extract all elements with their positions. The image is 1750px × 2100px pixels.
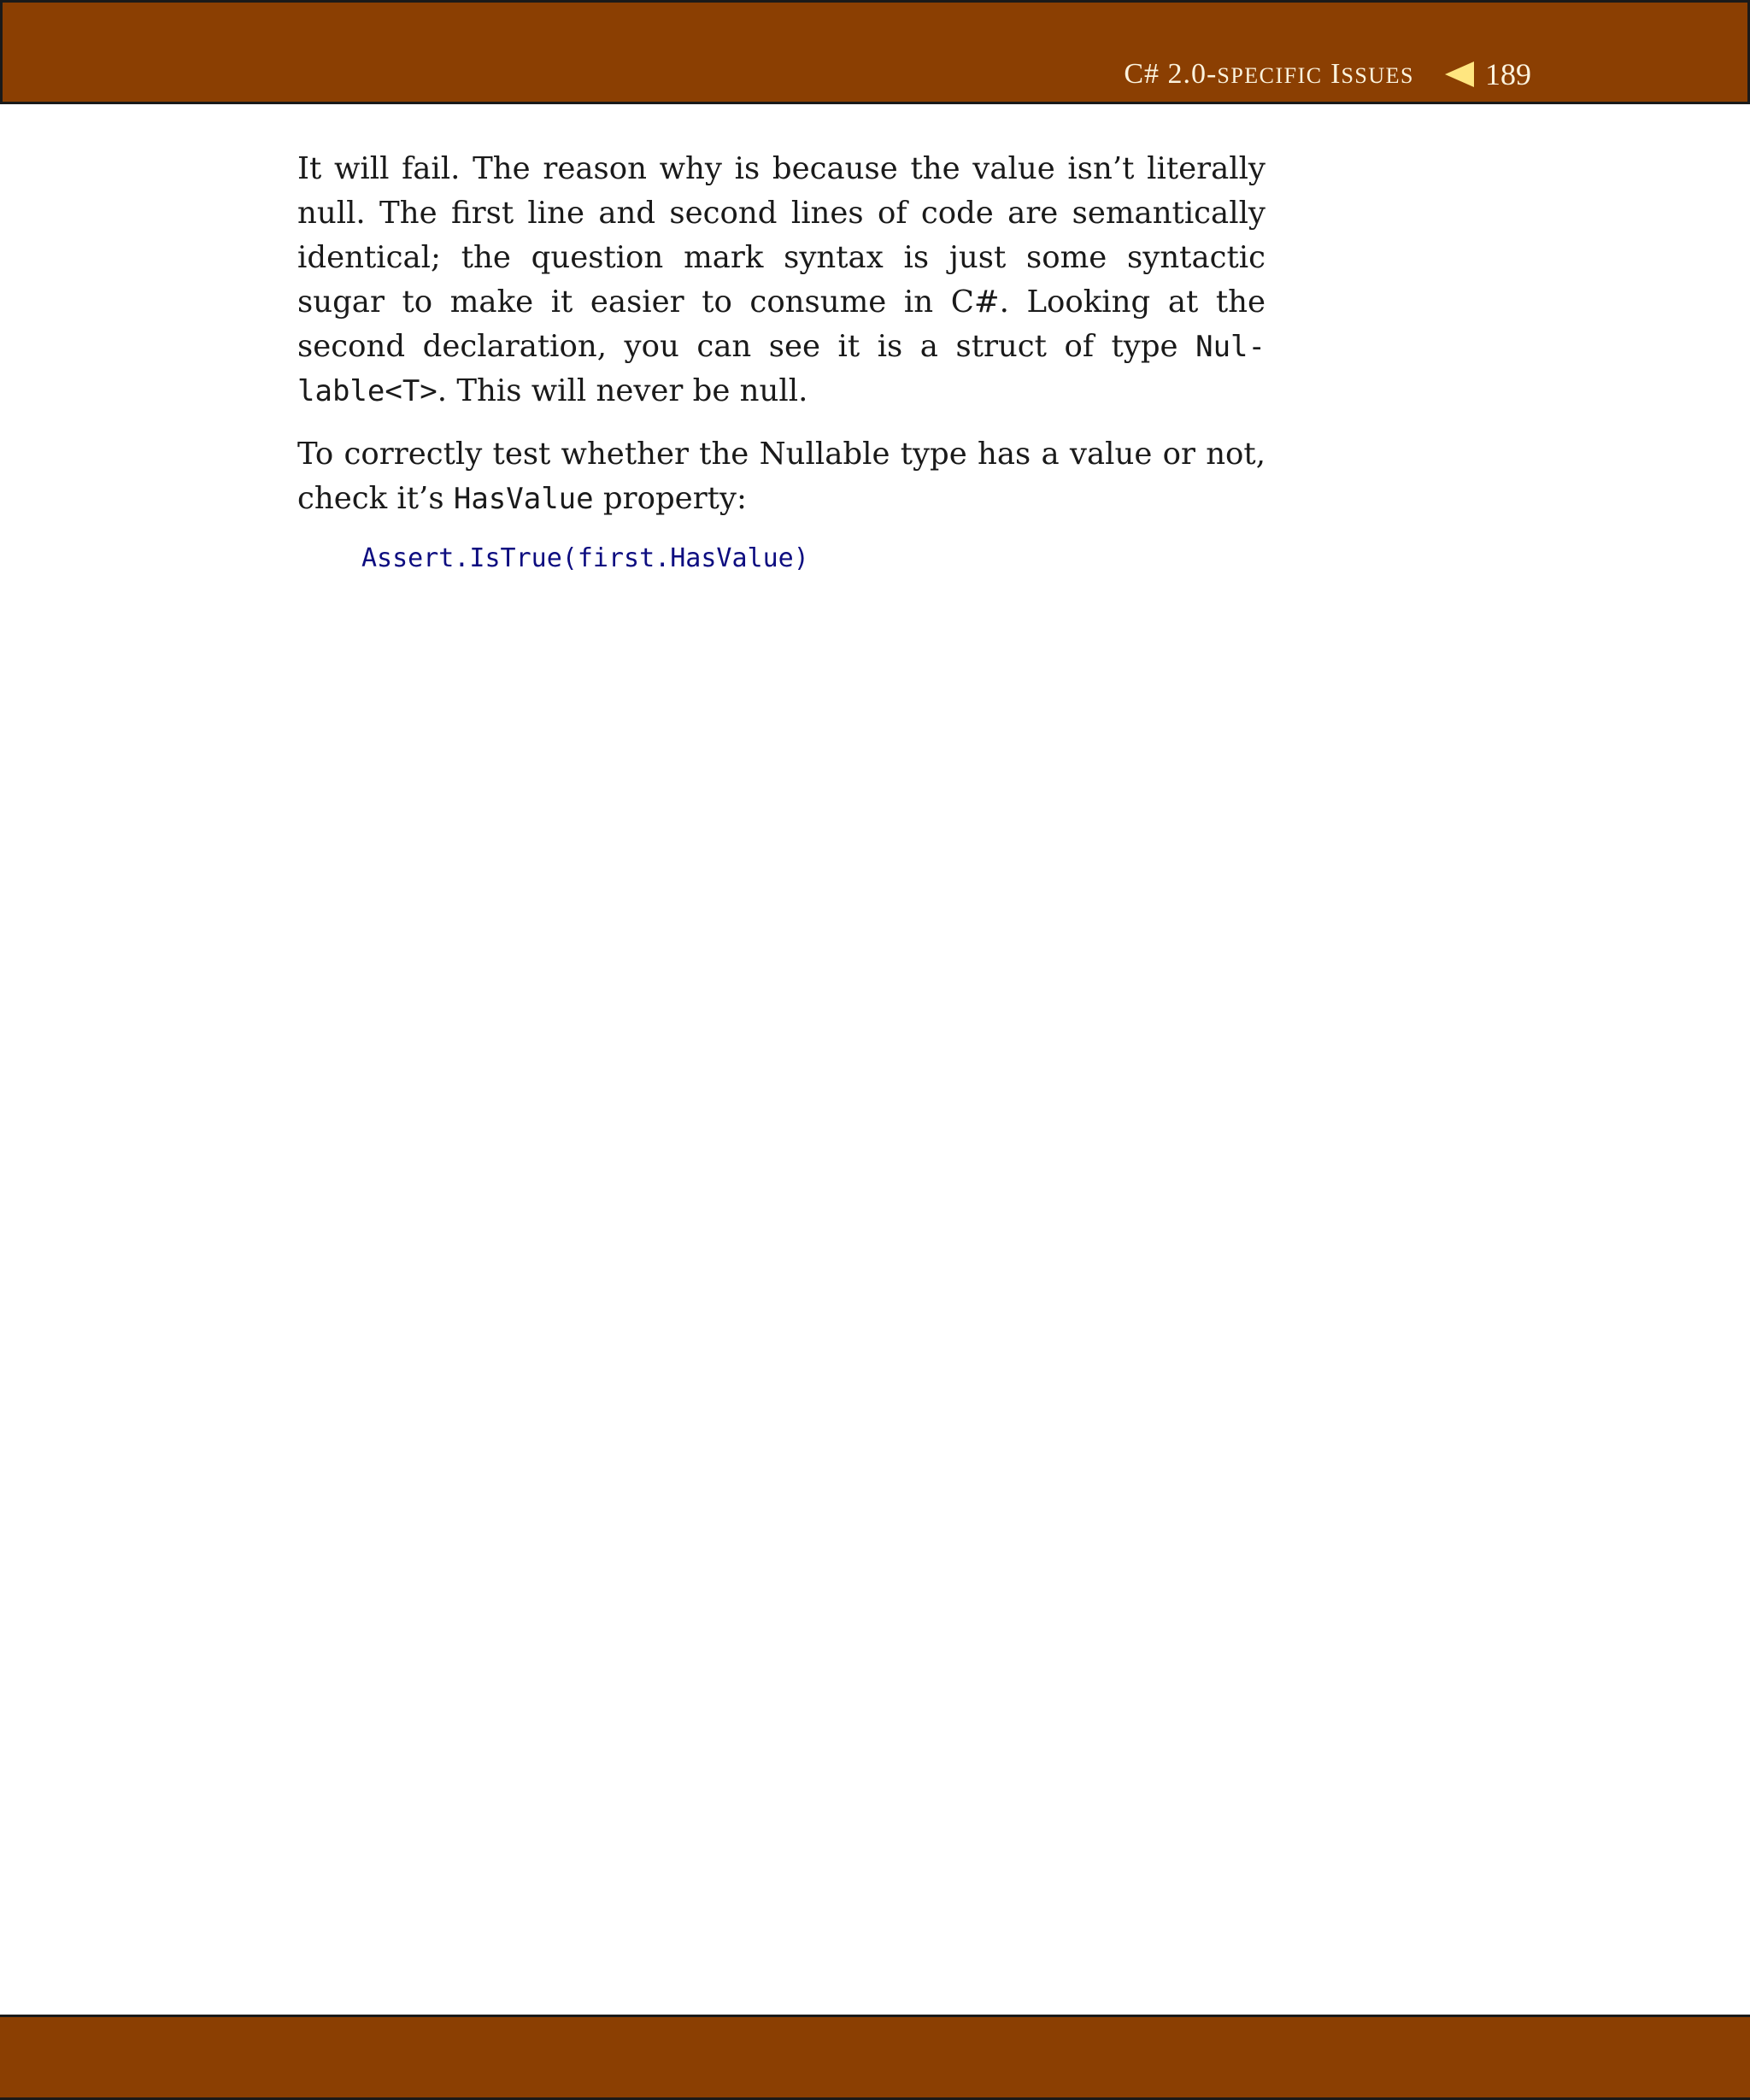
paragraph2-text-end: property: [593, 481, 747, 516]
page-number: 189 [1485, 57, 1531, 91]
paragraph1-text-end: . This will never be null. [437, 373, 808, 408]
page-header-bar [0, 0, 1750, 104]
running-title [1124, 58, 1414, 91]
paragraph2-text-start: To correctly test whether the Nullable type has a value or not, check it’s [297, 437, 1266, 516]
paragraph-nullable-explanation [297, 147, 1266, 414]
paragraph1-text-start: It will fail. The reason why is because the value isn’t literally null. The first line and second lines of code are semantically identical; the question mark syntax is just some syntactic sugar to make it easier to consume in C#. Looking at the second declaration, you can see it is a struct of type [297, 151, 1266, 364]
page-footer-bar [0, 2015, 1750, 2100]
running-header [1124, 56, 1531, 92]
inline-code-hasvalue: HasValue [453, 482, 594, 516]
code-listing-assert: Assert.IsTrue(first.HasValue) [361, 543, 809, 573]
running-title-prefix: C# 2.0- [1124, 58, 1218, 90]
running-title-space [1323, 58, 1331, 90]
page-body [297, 147, 1266, 578]
inline-code-nullable-t: Nullable<T> [297, 330, 1266, 408]
paragraph-hasvalue-test [297, 432, 1266, 521]
running-title-issues-rest: SSUES [1341, 63, 1414, 88]
running-title-issues-initial: I [1330, 58, 1342, 90]
left-triangle-icon [1445, 62, 1474, 87]
running-title-specific: SPECIFIC [1217, 63, 1323, 88]
